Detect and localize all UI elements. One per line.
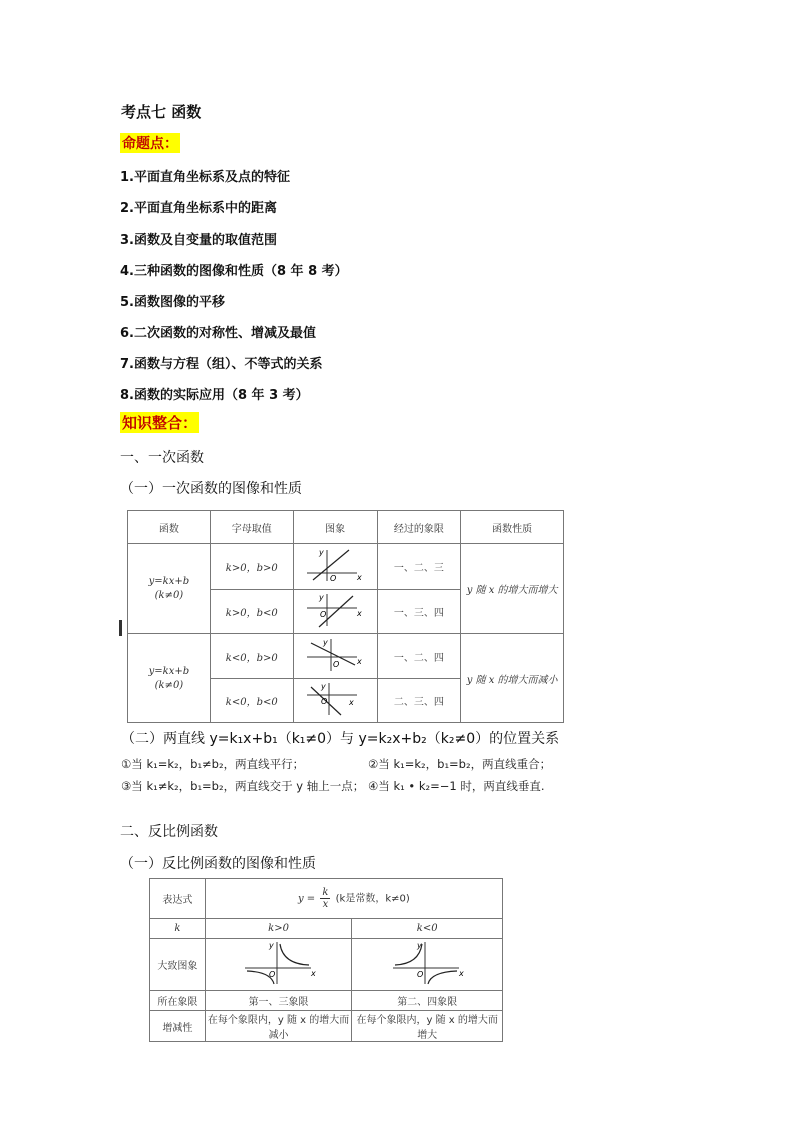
linear-function-table (127, 510, 564, 723)
function-condition: (k≠0) (154, 679, 184, 691)
axis-x-label: x (357, 609, 362, 618)
quadrant-cell: 一、二、三 (377, 544, 461, 590)
quadrant-negative: 第二、四象限 (352, 991, 503, 1011)
relation-parallel: ①当 k₁=k₂，b₁≠b₂，两直线平行； (121, 757, 305, 771)
header-quadrants: 经过的象限 (377, 511, 461, 544)
proposition-label: 命题点： (120, 133, 180, 153)
axis-y-label: y (268, 941, 274, 950)
subsection-line-relations: （二）两直线 y=k₁x+b₁（k₁≠0）与 y=k₂x+b₂（k₂≠0）的位置关系 (121, 731, 560, 747)
expression-lhs: y = (297, 893, 316, 905)
axis-y-label: y (323, 637, 328, 647)
line-graph-k-pos-b-pos (305, 547, 365, 583)
line-graph-k-neg-b-pos (305, 637, 365, 673)
section-heading-linear: 一、一次函数 (120, 450, 204, 466)
property-increasing: y 随 x 的增大而增大 (461, 544, 564, 634)
quadrant-positive: 第一、三象限 (205, 991, 352, 1011)
axis-origin-label: O (321, 697, 328, 706)
fraction-numerator: k (322, 887, 329, 898)
axis-x-label: x (310, 969, 316, 978)
function-cell (128, 634, 211, 723)
function-expression: y=kx+b (148, 576, 190, 587)
header-function: 函数 (128, 511, 211, 544)
list-item: 6.二次函数的对称性、增减及最值 (120, 326, 316, 341)
axis-x-label: x (349, 698, 354, 707)
relation-perpendicular: ④当 k₁ • k₂=−1 时，两直线垂直. (368, 779, 545, 793)
axis-y-label: y (321, 682, 326, 691)
list-item: 1.平面直角坐标系及点的特征 (120, 170, 290, 185)
text-cursor-marker (119, 620, 122, 636)
condition-cell: k>0，b>0 (210, 544, 293, 590)
header-letter-values: 字母取值 (210, 511, 293, 544)
relation-intersect: ③当 k₁≠k₂，b₁=b₂，两直线交于 y 轴上一点； (121, 779, 365, 793)
graph-cell (293, 544, 377, 590)
monotonic-negative: 在每个象限内，y 随 x 的增大而增大 (352, 1011, 503, 1042)
axis-origin-label: O (330, 574, 337, 583)
line-graph-k-pos-b-neg (305, 592, 365, 628)
quadrant-cell: 二、三、四 (377, 679, 461, 723)
graph-cell (205, 939, 352, 991)
row-label-expression: 表达式 (150, 879, 206, 919)
row-label-monotonic: 增减性 (150, 1011, 206, 1042)
hyperbola-graph-k-neg (387, 940, 467, 986)
graph-cell (293, 634, 377, 679)
expression-note: (k是常数，k≠0) (335, 893, 410, 905)
quadrant-cell: 一、三、四 (377, 590, 461, 634)
axis-origin-label: O (320, 610, 327, 619)
axis-y-label: y (417, 941, 422, 950)
monotonic-positive: 在每个象限内，y 随 x 的增大而减小 (205, 1011, 352, 1042)
header-property: 函数性质 (461, 511, 564, 544)
expression-cell (205, 879, 502, 919)
hyperbola-graph-k-pos (239, 940, 319, 986)
k-positive: k>0 (205, 919, 352, 939)
axis-y-label: y (319, 593, 324, 602)
row-label-k: k (150, 919, 206, 939)
function-expression: y=kx+b (148, 665, 190, 677)
section-heading-inverse: 二、反比例函数 (120, 824, 218, 840)
subsection-inverse-graph: （一）反比例函数的图像和性质 (120, 856, 316, 872)
list-item: 5.函数图像的平移 (120, 295, 225, 310)
k-negative: k<0 (352, 919, 503, 939)
condition-cell: k<0，b<0 (210, 679, 293, 723)
function-condition: (k≠0) (154, 590, 184, 601)
axis-origin-label: O (417, 970, 424, 979)
list-item: 7.函数与方程（组）、不等式的关系 (120, 357, 323, 372)
function-cell (128, 544, 211, 634)
list-item: 3.函数及自变量的取值范围 (120, 233, 277, 248)
list-item: 8.函数的实际应用（8 年 3 考） (120, 388, 309, 403)
condition-cell: k>0，b<0 (210, 590, 293, 634)
axis-x-label: x (459, 969, 464, 978)
graph-cell (293, 590, 377, 634)
knowledge-label: 知识整合： (122, 414, 198, 432)
expression-fraction (320, 887, 330, 910)
fraction-denominator: x (322, 899, 329, 910)
line-graph-k-neg-b-neg (305, 681, 365, 717)
row-label-quadrant: 所在象限 (150, 991, 206, 1011)
quadrant-cell: 一、二、四 (377, 634, 461, 679)
row-label-graph: 大致图象 (150, 939, 206, 991)
list-item: 4.三种函数的图像和性质（8 年 8 考） (120, 264, 348, 279)
graph-cell (352, 939, 503, 991)
condition-cell: k<0，b>0 (210, 634, 293, 679)
axis-origin-label: O (268, 970, 275, 979)
axis-x-label: x (357, 656, 362, 666)
page-title: 考点七 函数 (121, 103, 202, 121)
header-graph: 图象 (293, 511, 377, 544)
property-decreasing: y 随 x 的增大而减小 (461, 634, 564, 723)
axis-x-label: x (357, 573, 362, 582)
subsection-linear-graph: （一）一次函数的图像和性质 (120, 481, 302, 497)
list-item: 2.平面直角坐标系中的距离 (120, 201, 277, 216)
axis-origin-label: O (333, 659, 340, 669)
axis-y-label: y (319, 548, 324, 557)
inverse-function-table (149, 878, 503, 1042)
relation-coincide: ②当 k₁=k₂，b₁=b₂，两直线重合； (368, 757, 552, 771)
graph-cell (293, 679, 377, 723)
